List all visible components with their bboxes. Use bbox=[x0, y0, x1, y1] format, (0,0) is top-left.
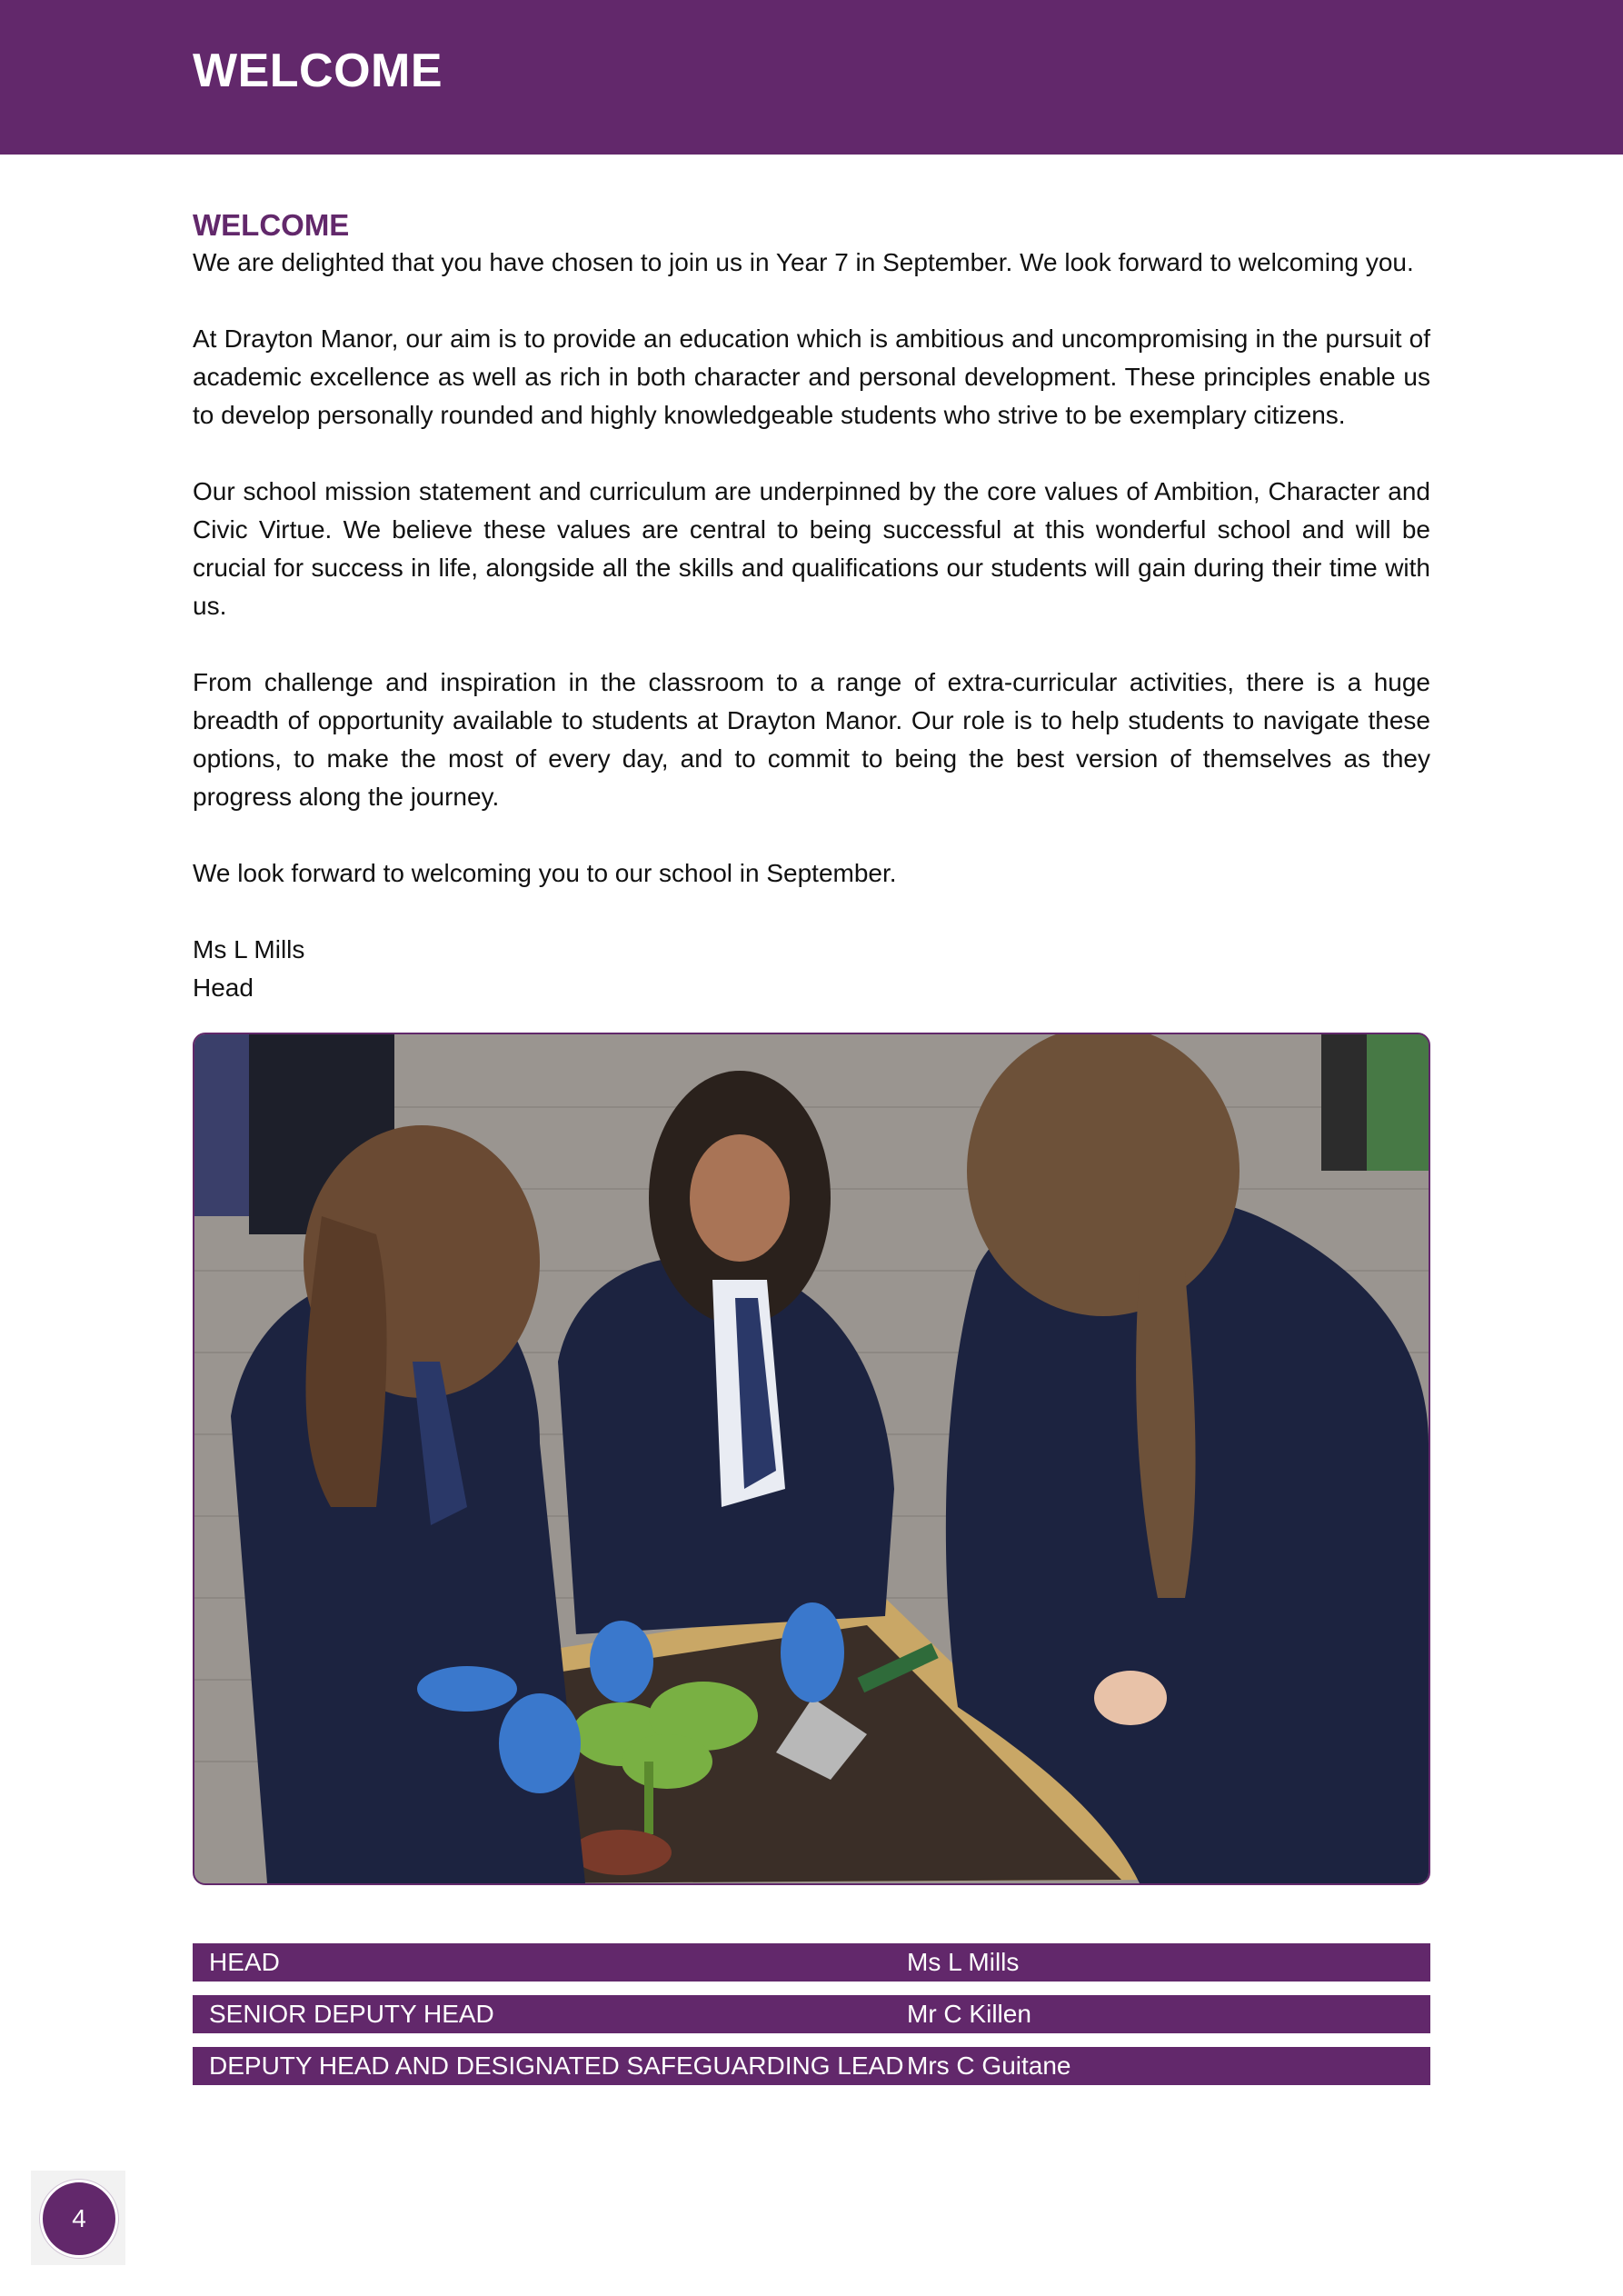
signature-name: Ms L Mills bbox=[193, 935, 305, 963]
students-gardening-photo bbox=[193, 1033, 1430, 1885]
page-title: WELCOME bbox=[193, 45, 443, 97]
signature-role: Head bbox=[193, 973, 254, 1002]
paragraph: Our school mission statement and curriculum are underpinned by the core values of Ambition, Character and Civic Virtue. We believe these values are central to being successful at this wonderful school and will be crucial for success in life, alongside all the skills and qualifications our students will gain during their time with us. bbox=[193, 477, 1430, 620]
staff-table bbox=[193, 1943, 1430, 2099]
header-band bbox=[0, 0, 1623, 155]
staff-row bbox=[193, 2047, 1430, 2085]
paragraph: We look forward to welcoming you to our school in September. bbox=[193, 859, 897, 887]
paragraph: From challenge and inspiration in the classroom to a range of extra-curricular activities, there is a huge breadth of opportunity available to students at Drayton Manor. Our role is to help students to navigate these options, to make the most of every day, and to commit to being the best version of themselves as they progress along the journey. bbox=[193, 668, 1430, 811]
staff-role: SENIOR DEPUTY HEAD bbox=[209, 2000, 494, 2028]
photo-illustration bbox=[194, 1034, 1429, 1883]
staff-name: Mr C Killen bbox=[907, 2000, 1031, 2028]
welcome-section bbox=[193, 207, 1430, 1007]
paragraph: At Drayton Manor, our aim is to provide an education which is ambitious and uncompromising in the pursuit of academic excellence as well as rich in both character and personal development. These principles enable us to develop personally rounded and highly knowledgeable students who strive to be exemplary citizens. bbox=[193, 324, 1430, 429]
staff-name: Ms L Mills bbox=[907, 1948, 1020, 1976]
staff-name: Mrs C Guitane bbox=[907, 2051, 1071, 2080]
page-number: 4 bbox=[40, 2180, 118, 2258]
staff-role: DEPUTY HEAD AND DESIGNATED SAFEGUARDING LEAD bbox=[209, 2051, 904, 2080]
staff-role: HEAD bbox=[209, 1948, 280, 1976]
staff-row bbox=[193, 1943, 1430, 1982]
paragraph: We are delighted that you have chosen to join us in Year 7 in September. We look forward to welcoming you. bbox=[193, 248, 1414, 276]
staff-row bbox=[193, 1995, 1430, 2033]
section-heading: WELCOME bbox=[193, 208, 350, 242]
